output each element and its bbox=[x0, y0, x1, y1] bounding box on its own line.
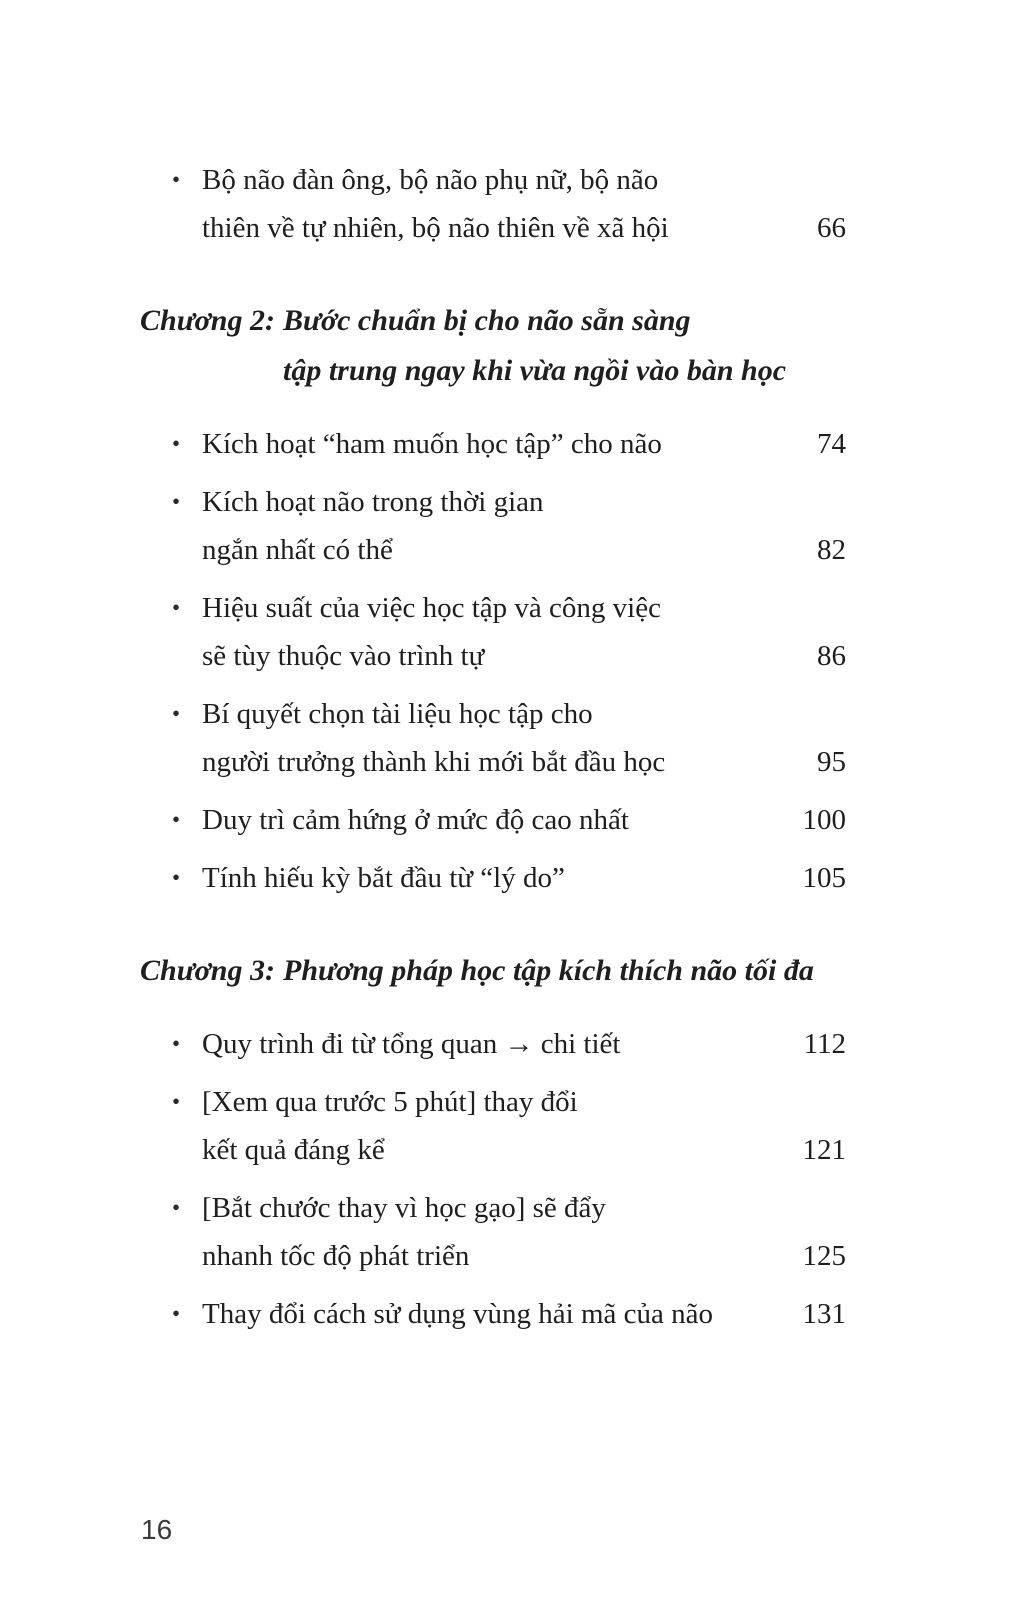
bullet-icon: • bbox=[172, 1195, 181, 1220]
chapter-title bbox=[283, 296, 846, 396]
chapter-label: Chương 3: bbox=[140, 954, 275, 987]
toc-entry-text bbox=[202, 1078, 791, 1174]
chapter-heading bbox=[140, 296, 846, 396]
toc-entry bbox=[140, 156, 846, 252]
toc-page-number: 95 bbox=[817, 746, 846, 778]
toc-entry bbox=[140, 1184, 846, 1280]
bullet-icon: • bbox=[172, 167, 181, 192]
bullet-icon: • bbox=[172, 865, 181, 890]
bullet-icon: • bbox=[172, 701, 181, 726]
toc-entry-line: thiên về tự nhiên, bộ não thiên về xã hội bbox=[202, 212, 669, 244]
toc-entry-line: nhanh tốc độ phát triển bbox=[202, 1240, 470, 1272]
toc-page-number: 86 bbox=[817, 640, 846, 672]
toc-page-number: 105 bbox=[802, 862, 846, 894]
toc-page-number: 74 bbox=[817, 428, 846, 460]
toc-entry-text bbox=[202, 1184, 791, 1280]
toc-entry bbox=[140, 1078, 846, 1174]
toc-entry-line: Thay đổi cách sử dụng vùng hải mã của não bbox=[202, 1298, 713, 1330]
toc-entry-text bbox=[202, 796, 791, 844]
toc-entry-line: Bí quyết chọn tài liệu học tập cho bbox=[202, 698, 593, 730]
toc-entry-text bbox=[202, 1290, 791, 1338]
toc-entry-text bbox=[202, 420, 805, 468]
toc-entry bbox=[140, 584, 846, 680]
toc-entry bbox=[140, 420, 846, 468]
bullet-icon: • bbox=[172, 489, 181, 514]
toc-entry-text bbox=[202, 690, 805, 786]
toc-entry-line: sẽ tùy thuộc vào trình tự bbox=[202, 640, 485, 672]
bullet-icon: • bbox=[172, 1089, 181, 1114]
toc-page-number: 131 bbox=[802, 1298, 846, 1330]
toc-entry-line: Duy trì cảm hứng ở mức độ cao nhất bbox=[202, 804, 629, 836]
bullet-icon: • bbox=[172, 807, 181, 832]
toc-entry-line: Tính hiếu kỳ bắt đầu từ “lý do” bbox=[202, 862, 565, 894]
toc-page-number: 125 bbox=[802, 1240, 846, 1272]
bullet-icon: • bbox=[172, 595, 181, 620]
toc-entry-line: Quy trình đi từ tổng quan → chi tiết bbox=[202, 1028, 621, 1060]
toc-entry-line: [Bắt chước thay vì học gạo] sẽ đẩy bbox=[202, 1192, 606, 1224]
toc-entry-line: kết quả đáng kể bbox=[202, 1134, 385, 1166]
toc-entry bbox=[140, 796, 846, 844]
toc-entry-line: [Xem qua trước 5 phút] thay đổi bbox=[202, 1086, 578, 1118]
chapter-title-line: Phương pháp học tập kích thích não tối đa bbox=[283, 954, 814, 987]
toc-entry-line: Kích hoạt “ham muốn học tập” cho não bbox=[202, 428, 662, 460]
toc-entry-text bbox=[202, 478, 805, 574]
toc-page-number: 66 bbox=[817, 212, 846, 244]
chapter-title-line: Bước chuẩn bị cho não sẵn sàng bbox=[283, 304, 691, 337]
toc-entry bbox=[140, 690, 846, 786]
toc-entry bbox=[140, 854, 846, 902]
table-of-contents bbox=[140, 156, 846, 1348]
toc-entry-text bbox=[202, 1020, 792, 1068]
chapter-heading bbox=[140, 946, 846, 996]
toc-page-number: 121 bbox=[802, 1134, 846, 1166]
toc-entry-line: ngắn nhất có thể bbox=[202, 534, 393, 566]
toc-entry-text bbox=[202, 584, 805, 680]
toc-page-number: 100 bbox=[802, 804, 846, 836]
toc-entry-line: Kích hoạt não trong thời gian bbox=[202, 486, 544, 518]
toc-entry-line: Bộ não đàn ông, bộ não phụ nữ, bộ não bbox=[202, 164, 659, 196]
chapter-label: Chương 2: bbox=[140, 304, 275, 337]
toc-entry-text bbox=[202, 156, 805, 252]
toc-entry-line: người trưởng thành khi mới bắt đầu học bbox=[202, 746, 666, 778]
bullet-icon: • bbox=[172, 1301, 181, 1326]
bullet-icon: • bbox=[172, 1031, 181, 1056]
bullet-icon: • bbox=[172, 431, 181, 456]
toc-page-number: 112 bbox=[803, 1028, 846, 1060]
toc-entry-text bbox=[202, 854, 791, 902]
page-number-folio: 16 bbox=[141, 1514, 173, 1545]
toc-entry bbox=[140, 1290, 846, 1338]
chapter-title bbox=[283, 946, 846, 996]
toc-entry-line: Hiệu suất của việc học tập và công việc bbox=[202, 592, 661, 624]
toc-entry bbox=[140, 478, 846, 574]
toc-page-number: 82 bbox=[817, 534, 846, 566]
toc-entry bbox=[140, 1020, 846, 1068]
chapter-title-line: tập trung ngay khi vừa ngồi vào bàn học bbox=[283, 354, 787, 387]
